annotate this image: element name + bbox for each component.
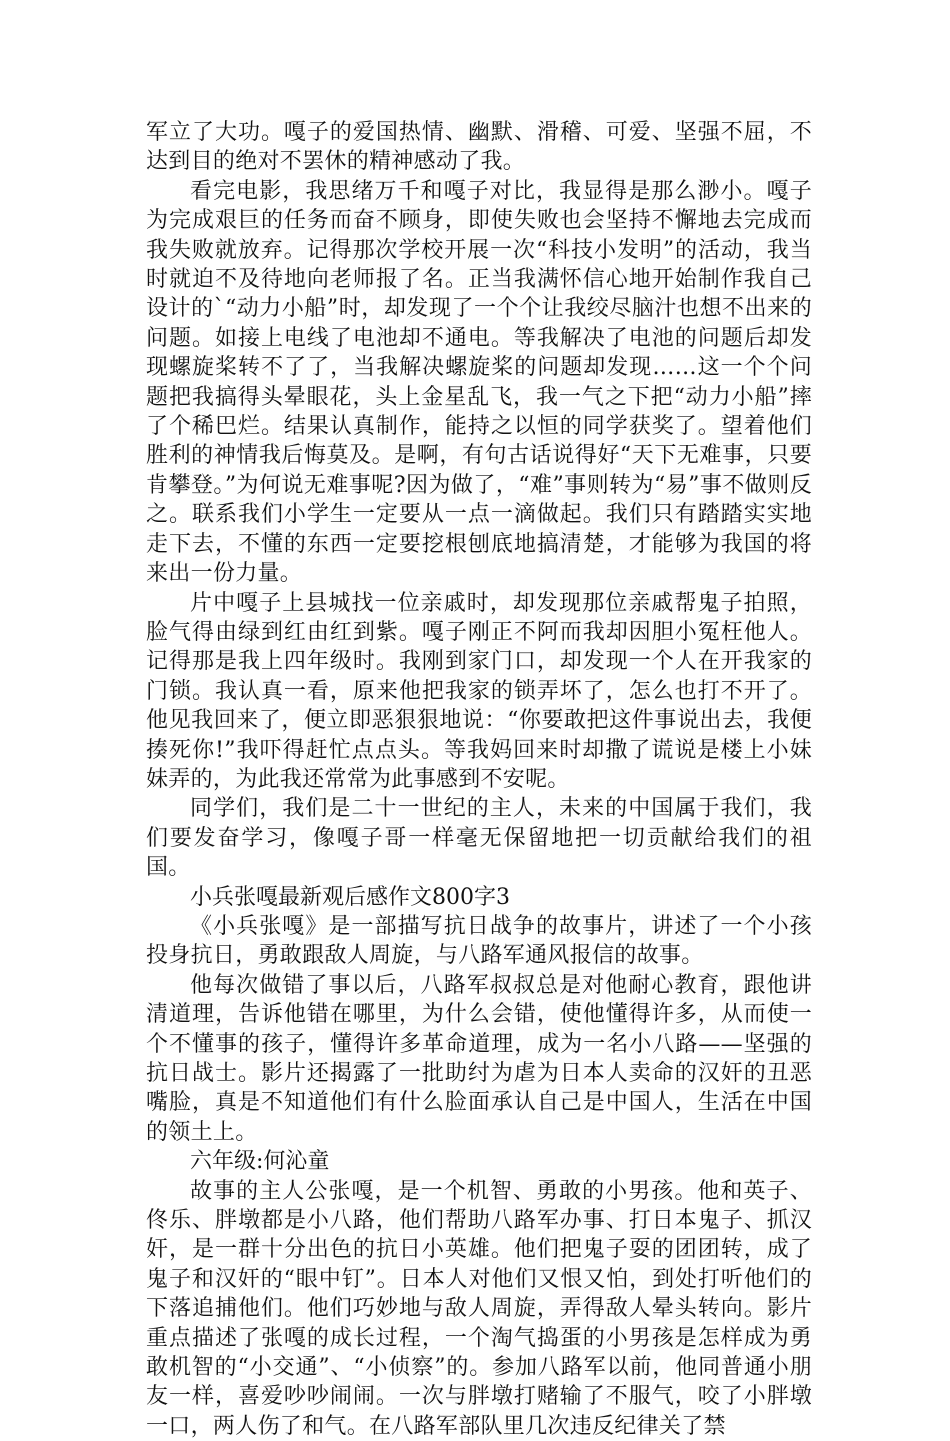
section-title: 小兵张嘎最新观后感作文800字3 xyxy=(190,884,510,910)
paragraph-movie-reflection: 看完电影，我思绪万千和嘎子对比，我显得是那么渺小。嘎子为完成艰巨的任务而奋不顾身，即使失败也会坚持不懈地去完成而我失败就放弃。记得那次学校开展一次“科技小发明”的活动，我当时就迫不及待地向老师报了名。正当我满怀信心地开始制作我自己设计的`“动力小船”时，却发现了一个个让我绞尽脑汁也想不出来的问题。如接上电线了电池却不通电。等我解决了电池的问题后却发现螺旋桨转不了了，当我解决螺旋桨的问题却发现……这一个个问题把我搞得头晕眼花，头上金星乱飞，我一气之下把“动力小船”摔了个稀巴烂。结果认真制作，能持之以恒的同学获奖了。望着他们胜利的神情我后悔莫及。是啊，有句古话说得好“天下无难事，只要肯攀登。”为何说无难事呢?因为做了，“难”事则转为“易”事不做则反之。联系我们小学生一定要从一点一滴做起。我们只有踏踏实实地走下去，不懂的东西一定要挖根刨底地搞清楚，才能够为我国的将来出一份力量。 xyxy=(146,178,812,587)
document-page xyxy=(146,118,812,1441)
author-line: 六年级:何沁童 xyxy=(190,1149,330,1175)
paragraph-continuation: 军立了大功。嘎子的爱国热情、幽默、滑稽、可爱、坚强不屈，不达到目的绝对不罢休的精神感动了我。 xyxy=(146,120,812,175)
paragraph-education: 他每次做错了事以后，八路军叔叔总是对他耐心教育，跟他讲清道理，告诉他错在哪里，为什么会错，使他懂得许多，从而使一个不懂事的孩子，懂得许多革命道理，成为一名小八路——坚强的抗日战士。影片还揭露了一批助纣为虐为日本人卖命的汉奸的丑恶嘴脸，真是不知道他们有什么脸面承认自己是中国人，生活在中国的领土上。 xyxy=(146,972,812,1145)
paragraph-film-intro: 《小兵张嘎》是一部描写抗日战争的故事片，讲述了一个小孩投身抗日，勇敢跟敌人周旋，与八路军通风报信的故事。 xyxy=(146,913,812,969)
paragraph-protagonist: 故事的主人公张嘎，是一个机智、勇敢的小男孩。他和英子、佟乐、胖墩都是小八路，他们帮助八路军办事、打日本鬼子、抓汉奸，是一群十分出色的抗日小英雄。他们把鬼子耍的团团转，成了鬼子和汉奸的“眼中钉”。日本人对他们又恨又怕，到处打听他们的下落追捕他们。他们巧妙地与敌人周旋，弄得敌人晕头转向。影片重点描述了张嘎的成长过程，一个淘气捣蛋的小男孩是怎样成为勇敢机智的“小交通”、“小侦察”的。参加八路军以前，他同普通小朋友一样，喜爱吵吵闹闹。一次与胖墩打赌输了不服气，咬了小胖墩一口，两人伤了和气。在八路军部队里几次违反纪律关了禁 xyxy=(146,1178,812,1439)
paragraph-classmates: 同学们，我们是二十一世纪的主人，未来的中国属于我们，我们要发奋学习，像嘎子哥一样毫无保留地把一切贡献给我们的祖国。 xyxy=(146,796,812,881)
paragraph-relative-story: 片中嘎子上县城找一位亲戚时，却发现那位亲戚帮鬼子拍照，脸气得由绿到红由红到紫。嘎子刚正不阿而我却因胆小冤枉他人。记得那是我上四年级时。我刚到家门口，却发现一个人在开我家的门锁。我认真一看，原来他把我家的锁弄坏了，怎么也打不开了。他见我回来了，便立即恶狠狠地说：“你要敢把这件事说出去，我便揍死你!”我吓得赶忙点点头。等我妈回来时却撒了谎说是楼上小妹妹弄的，为此我还常常为此事感到不安呢。 xyxy=(146,590,812,792)
